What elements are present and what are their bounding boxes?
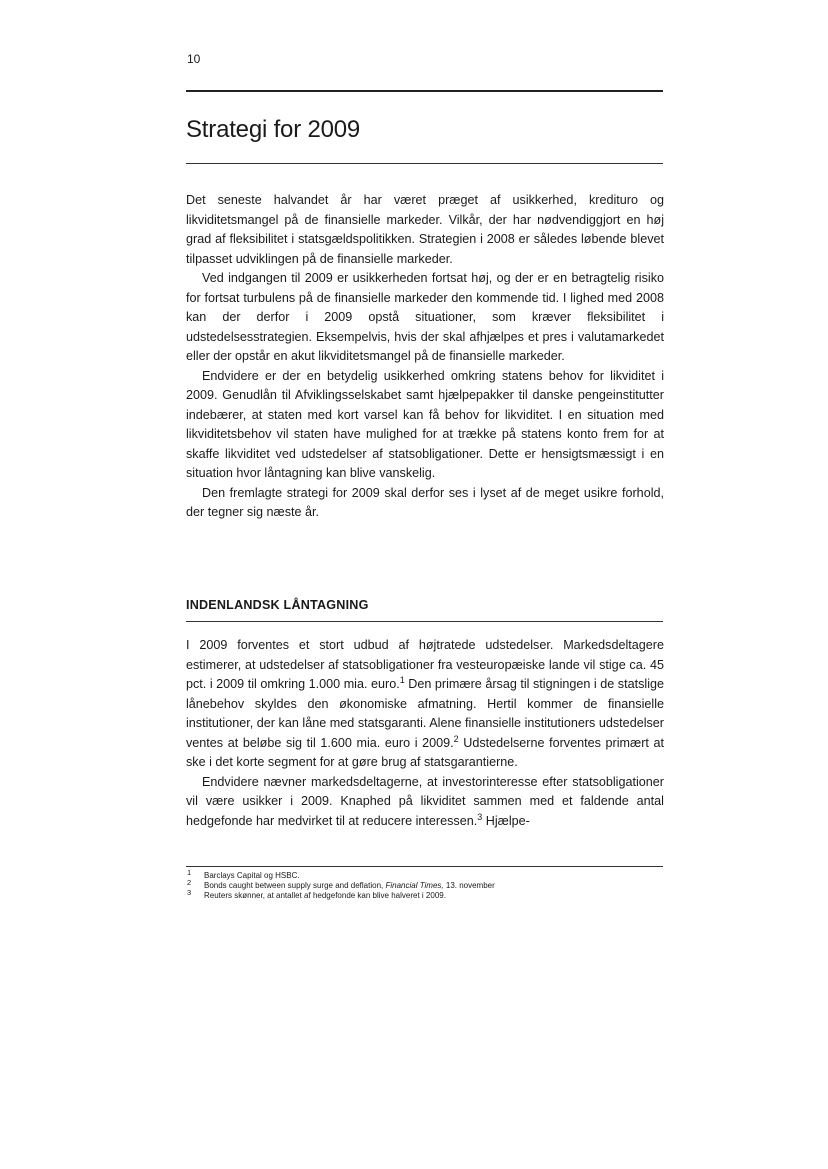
footnote-item	[187, 868, 495, 881]
section-paragraph	[186, 636, 664, 773]
paragraph-text: Udstedelserne forventes primært at ske i det korte segment for at gøre brug af statsgarantierne.	[186, 735, 665, 769]
footnote-text: Reuters skønner, at antallet af hedgefonde kan blive halveret i 2009.	[204, 891, 446, 900]
section-paragraph	[186, 773, 664, 832]
footnotes	[187, 868, 495, 901]
footnote-source: Financial Times,	[385, 881, 444, 890]
top-rule	[186, 90, 663, 92]
section-heading: INDENLANDSK LÅNTAGNING	[186, 598, 369, 612]
footnote-rule	[186, 866, 663, 867]
intro-paragraph: Det seneste halvandet år har været præget af usikkerhed, kredituro og likviditetsmangel på de finansielle markeder. Vilkår, der har nødvendiggjort en høj grad af fleksibilitet i statsgældspolitikken. Strategien i 2008 er således løbende blevet tilpasset udviklingen på de finansielle markeder.	[186, 193, 664, 266]
footnote-ref: 3	[477, 811, 483, 822]
footnote-text: Bonds caught between supply surge and deflation,	[204, 881, 386, 890]
footnote-number: 2	[187, 878, 192, 887]
intro-paragraph: Endvidere er der en betydelig usikkerhed omkring statens behov for likviditet i 2009. Genudlån til Afviklingsselskabet samt hjælpepakker til danske pengeinstitutter indebærer, at staten med kort varsel kan få behov for likviditet. I en situation med likviditetsbehov vil staten have mulighed for at trække på statens konto frem for at skaffe likviditet ved udstedelser af statsobligationer. Dette er hensigtsmæssigt i en situation hvor låntagning kan blive vanskelig.	[186, 368, 664, 480]
section-rule	[186, 621, 663, 622]
footnote-text: Barclays Capital og HSBC.	[204, 871, 300, 880]
footnote-number: 1	[187, 868, 192, 877]
intro-text	[186, 191, 664, 523]
footnote-item	[187, 878, 495, 891]
footnote-ref: 1	[399, 675, 405, 685]
paragraph-text: Hjælpe-	[482, 813, 530, 828]
page-number: 10	[187, 52, 201, 66]
footnote-number: 3	[187, 888, 192, 897]
footnote-item	[187, 888, 495, 901]
intro-paragraph: Ved indgangen til 2009 er usikkerheden fortsat høj, og der er en betragtelig risiko for fortsat turbulens på de finansielle markeder den kommende tid. I lighed med 2008 kan der derfor i 2009 opstå situationer, som kræver fleksibilitet i udstedelsesstrategien. Eksempelvis, hvis der skal afhjælpes et pres i valutamarkedet eller der opstår en akut likviditetsmangel på de finansielle markeder.	[186, 271, 664, 363]
paragraph-text: Endvidere nævner markedsdeltagerne, at investorinteresse efter statsobligationer vil være usikker i 2009. Knaphed på likviditet sammen med et faldende antal hedgefonde har medvirket til at reducere interessen.	[186, 774, 664, 828]
footnote-ref: 2	[453, 733, 459, 744]
section-text	[186, 636, 664, 831]
paragraph-text: Den primære årsag til stigningen i de statslige lånebehov skyldes den økonomiske afmatning. Hertil kommer de finansielle institutioner, der kan låne med statsgaranti. Alene finansielle institutioners udstedelser ventes at beløbe sig til 1.600 mia. euro i 2009.	[186, 677, 664, 750]
intro-paragraph: Den fremlagte strategi for 2009 skal derfor ses i lyset af de meget usikre forhold, der tegner sig næste år.	[186, 485, 664, 519]
paragraph-text: I 2009 forventes et stort udbud af højtratede udstedelser. Markedsdeltagere estimerer, at udstedelser af statsobligationer fra vesteuropæiske lande vil stige ca. 45 pct. i 2009 til omkring 1.000 mia. euro.	[186, 638, 664, 691]
page-title: Strategi for 2009	[186, 116, 361, 143]
title-rule	[186, 163, 663, 164]
footnote-text: 13. november	[443, 881, 495, 890]
